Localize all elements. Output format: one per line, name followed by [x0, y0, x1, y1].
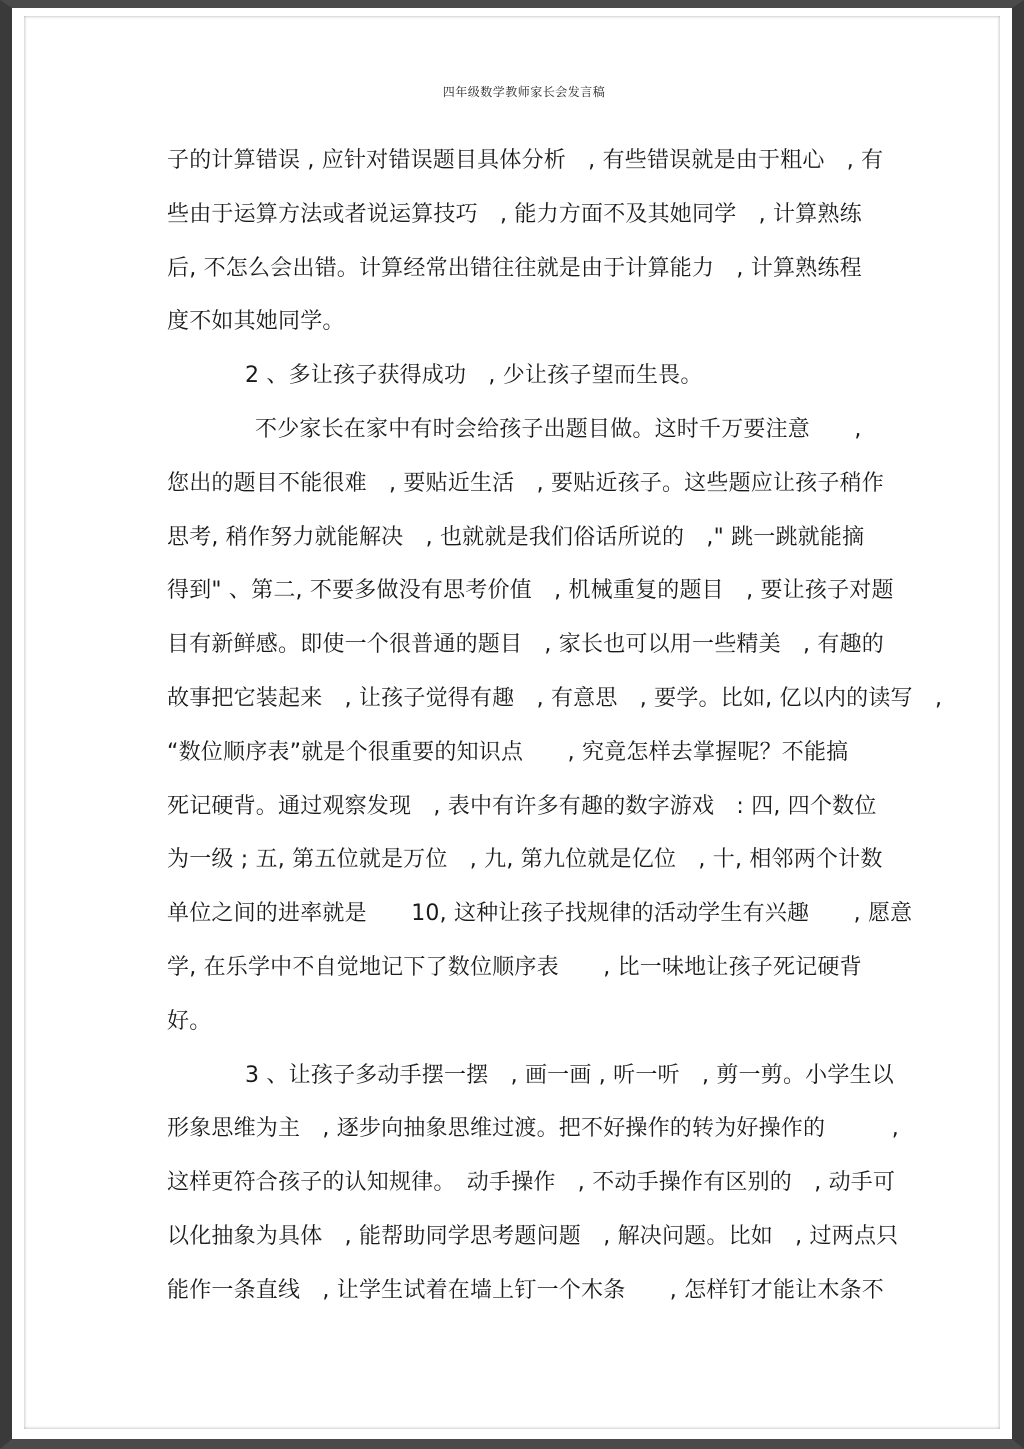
text-line: 目有新鲜感。即使一个很普通的题目 , 家长也可以用一些精美 , 有趣的: [167, 632, 884, 658]
text-line: 些由于运算方法或者说运算技巧 , 能力方面不及其她同学 , 计算熟练: [167, 201, 862, 227]
running-header: 四年级数学教师家长会发言稿: [442, 85, 606, 99]
section-heading-2: 2 、多让孩子获得成功 , 少让孩子望而生畏。: [245, 363, 703, 389]
text-line: 学, 在乐学中不自觉地记下了数位顺序表 , 比一味地让孩子死记硬背: [167, 954, 862, 980]
text-line: 后, 不怎么会出错。计算经常出错往往就是由于计算能力 , 计算熟练程: [167, 255, 862, 281]
text-line: 能作一条直线 , 让学生试着在墙上钉一个木条 , 怎样钉才能让木条不: [167, 1277, 884, 1303]
text-line: 度不如其她同学。: [167, 309, 345, 335]
text-line: 思考, 稍作努力就能解决 , 也就就是我们俗话所说的 ," 跳一跳就能摘: [167, 524, 865, 550]
body-text: [167, 134, 943, 1318]
text-line: 好。: [167, 1008, 212, 1034]
text-line: “数位顺序表”就是个很重要的知识点 , 究竟怎样去掌握呢？不能搞: [167, 739, 849, 765]
text-line: 您出的题目不能很难 , 要贴近生活 , 要贴近孩子。这些题应让孩子稍作: [167, 470, 884, 496]
section-heading-3: 3 、让孩子多动手摆一摆 , 画一画 , 听一听 , 剪一剪。小学生以: [245, 1062, 894, 1088]
text-line: 为一级 ; 五, 第五位就是万位 , 九, 第九位就是亿位 , 十, 相邻两个计数: [167, 847, 883, 873]
text-line: 单位之间的进率就是 10, 这种让孩子找规律的活动学生有兴趣 , 愿意: [167, 901, 913, 927]
text-line: 故事把它装起来 , 让孩子觉得有趣 , 有意思 , 要学。比如, 亿以内的读写 ,: [167, 685, 943, 711]
text-line: 死记硬背。通过观察发现 , 表中有许多有趣的数字游戏 : 四, 四个数位: [167, 793, 877, 819]
text-line: 以化抽象为具体 , 能帮助同学思考题问题 , 解决问题。比如 , 过两点只: [167, 1223, 899, 1249]
text-line: 子的计算错误 , 应针对错误题目具体分析 , 有些错误就是由于粗心 , 有: [167, 148, 884, 173]
text-line: 这样更符合孩子的认知规律。 动手操作 , 不动手操作有区别的 , 动手可: [167, 1170, 896, 1196]
text-line: 不少家长在家中有时会给孩子出题目做。这时千万要注意 ,: [255, 416, 862, 442]
text-line: 得到" 、第二, 不要多做没有思考价值 , 机械重复的题目 , 要让孩子对题: [167, 578, 894, 604]
text-line: 形象思维为主 , 逐步向抽象思维过渡。把不好操作的转为好操作的 ,: [167, 1116, 899, 1142]
